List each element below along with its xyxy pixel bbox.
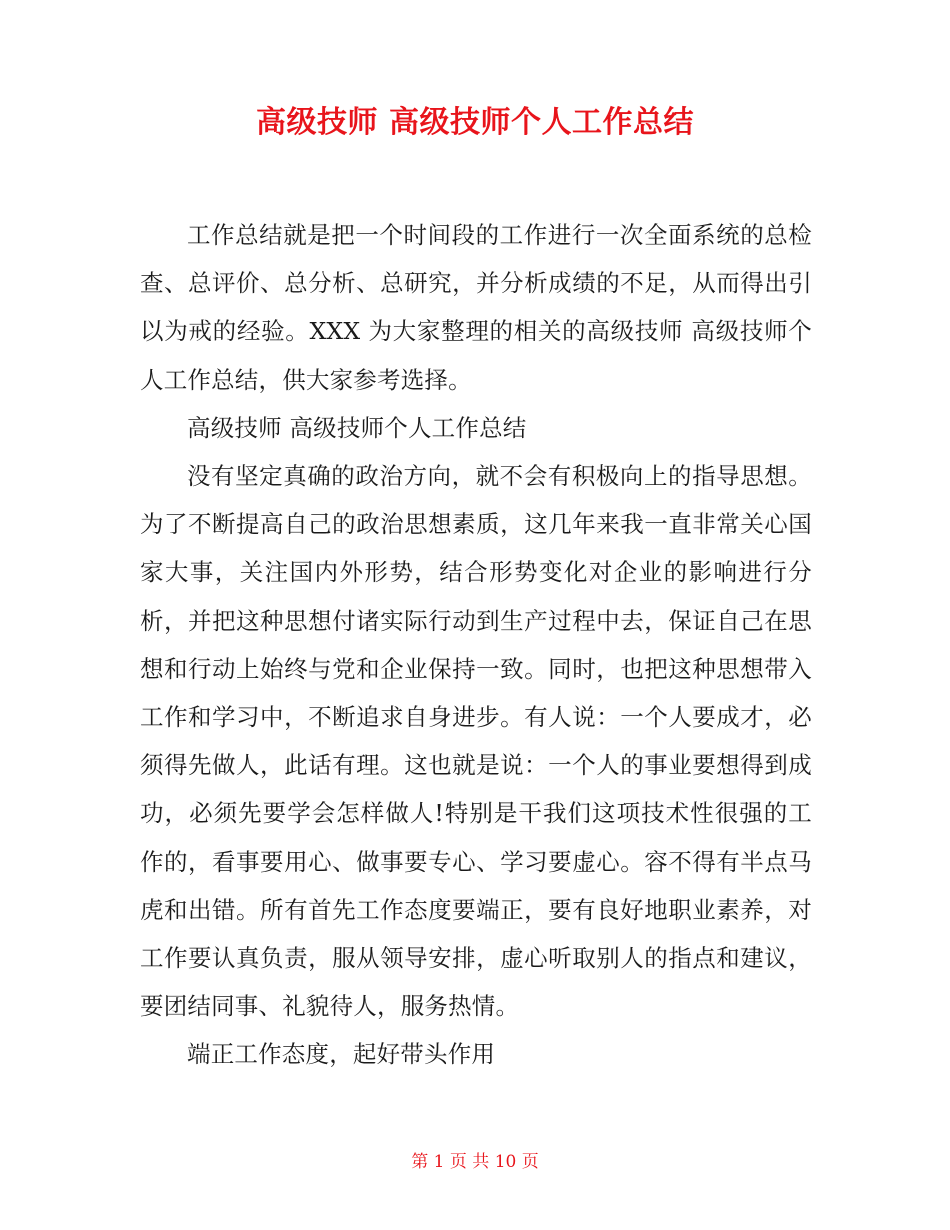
document-body [140,211,812,1079]
intro-paragraph: 工作总结就是把一个时间段的工作进行一次全面系统的总检查、总评价、总分析、总研究，并分析成绩的不足，从而得出引以为戒的经验。XXX 为大家整理的相关的高级技师 高级技师个人工作总结，供大家参考选择。 [140,221,812,394]
document-title: 高级技师 高级技师个人工作总结 [256,105,694,140]
body-paragraph: 没有坚定真确的政治方向，就不会有积极向上的指导思想。为了不断提高自己的政治思想素质，这几年来我一直非常关心国家大事，关注国内外形势，结合形势变化对企业的影响进行分析，并把这种思想付诸实际行动到生产过程中去，保证自己在思想和行动上始终与党和企业保持一致。同时，也把这种思想带入工作和学习中，不断追求自身进步。有人说：一个人要成才，必须得先做人，此话有理。这也就是说：一个人的事业要想得到成功，必须先要学会怎样做人!特别是干我们这项技术性很强的工作的，看事要用心、做事要专心、学习要虚心。容不得有半点马虎和出错。所有首先工作态度要端正，要有良好地职业素养，对工作要认真负责，服从领导安排，虚心听取别人的指点和建议，要团结同事、礼貌待人，服务热情。 [140,462,812,1021]
section-heading: 高级技师 高级技师个人工作总结 [187,413,527,442]
page-footer: 第 1 页 共 10 页 [411,1152,539,1172]
subsection-heading: 端正工作态度，起好带头作用 [187,1040,496,1069]
